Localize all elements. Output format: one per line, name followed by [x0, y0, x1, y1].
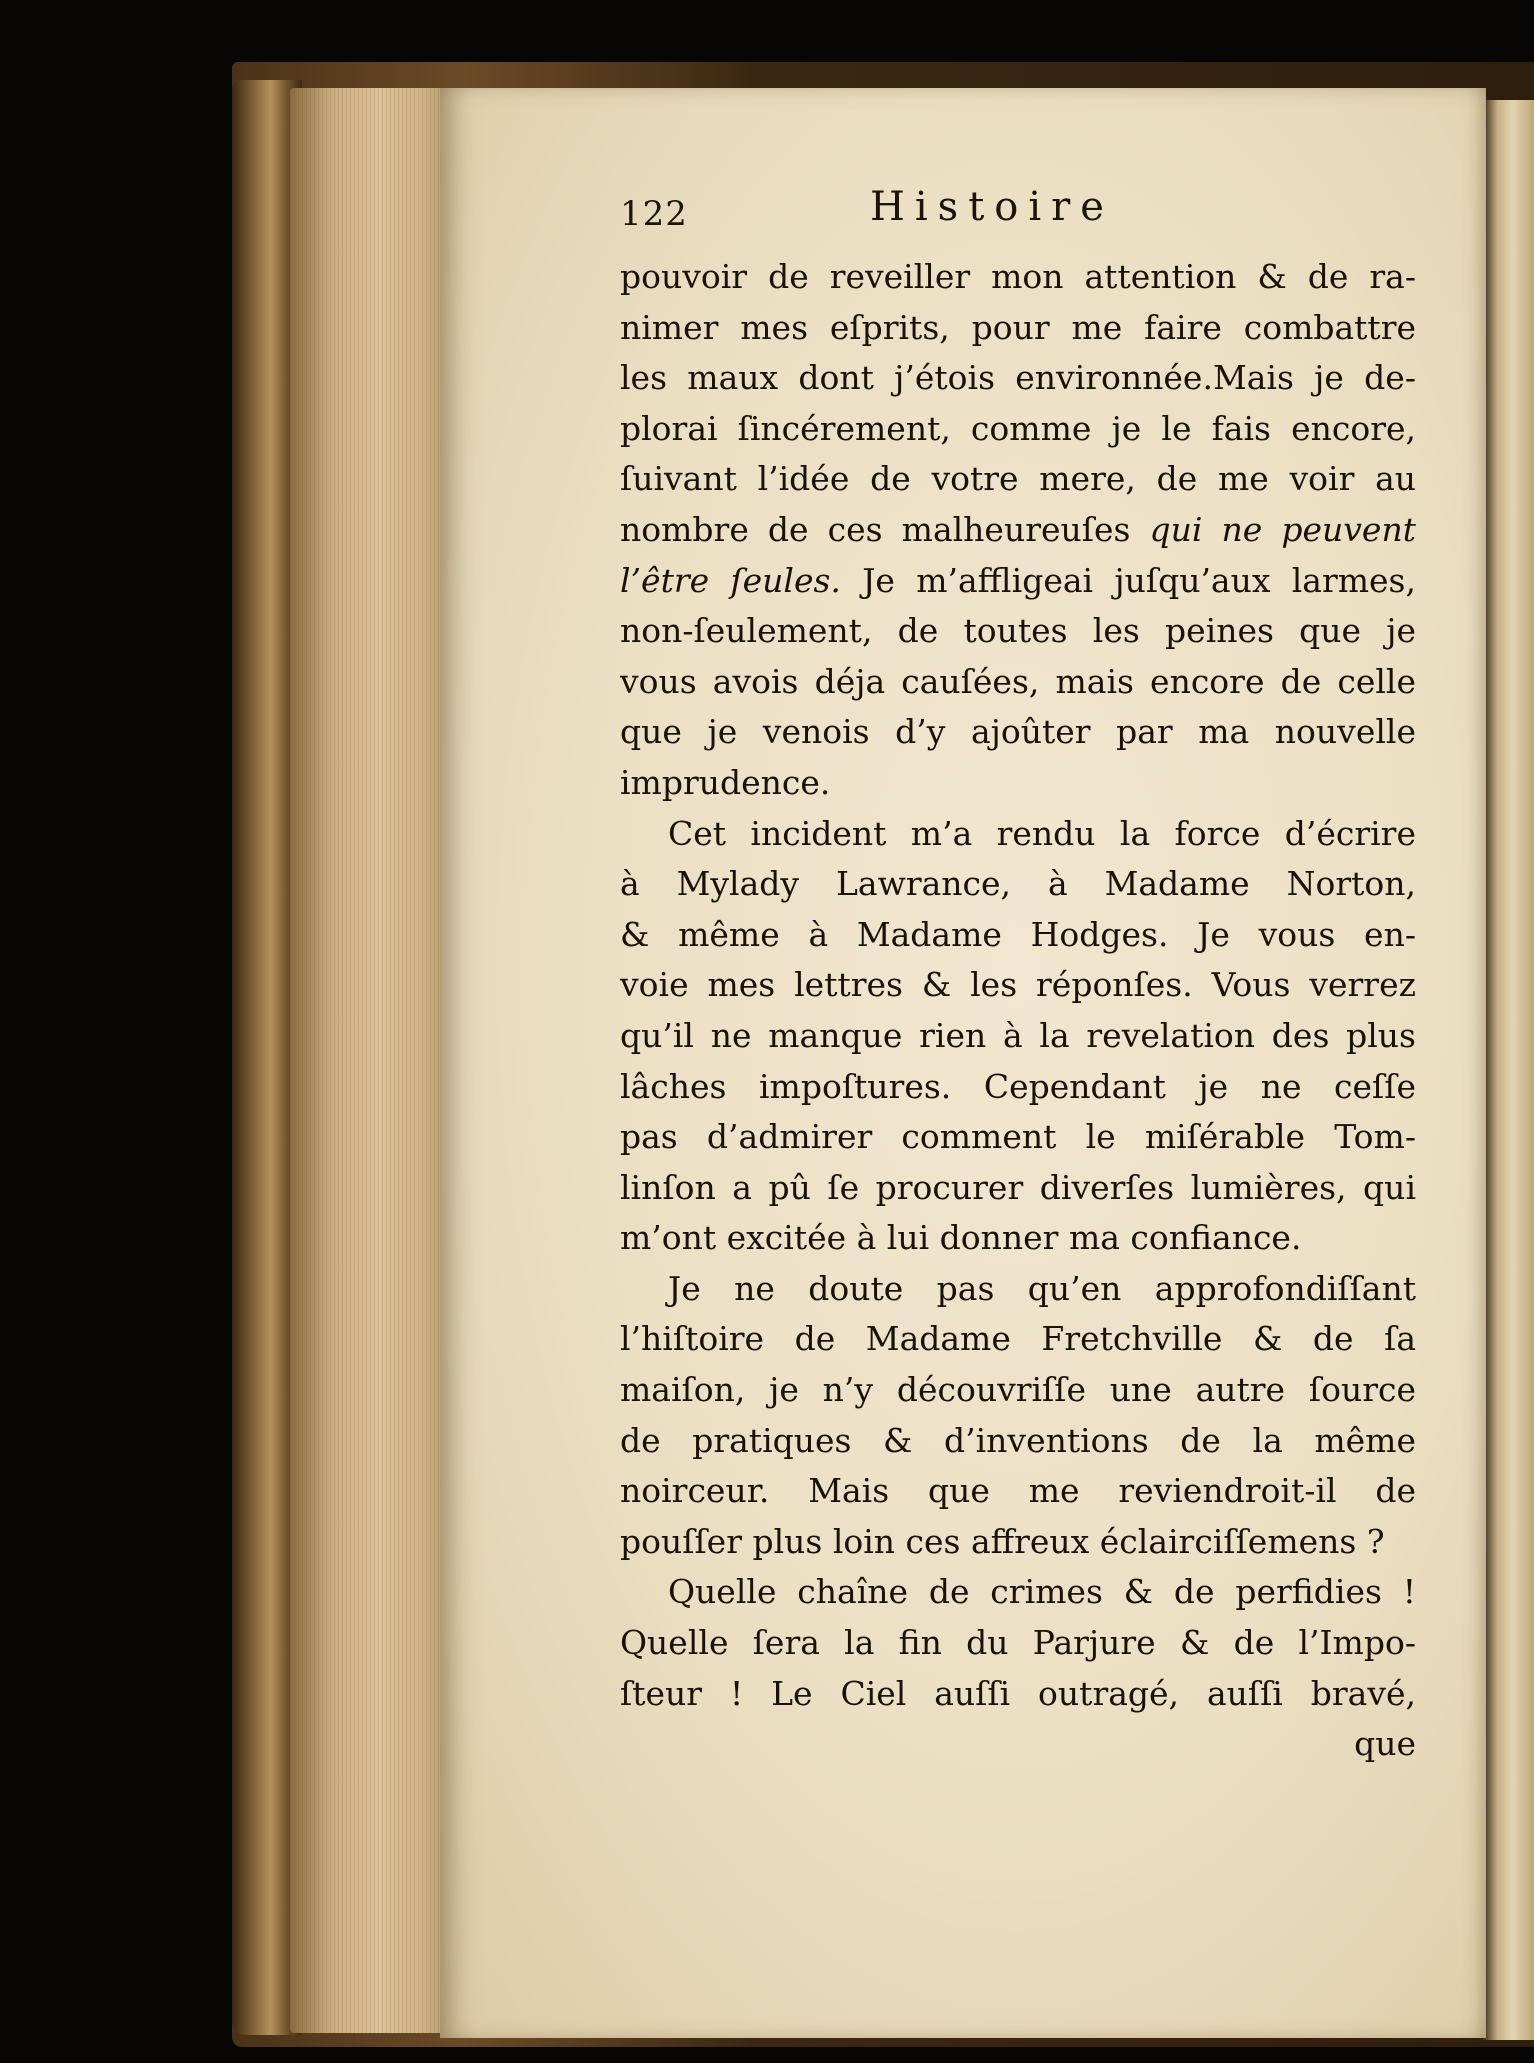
line-text: Cet incident m’a rendu la force d’écrire	[668, 813, 1416, 853]
line-text: non-ſeulement, de toutes les peines que je	[620, 611, 1416, 651]
page-number: 122	[620, 194, 688, 234]
text-line	[620, 1163, 1416, 1214]
text-line	[620, 910, 1416, 961]
text-line	[620, 1517, 1416, 1568]
text-line	[620, 1669, 1416, 1720]
text-line	[620, 758, 1416, 809]
text-line	[620, 353, 1416, 404]
line-text: imprudence.	[620, 762, 831, 802]
italic-text: l’être ſeules.	[620, 560, 841, 600]
text-line	[620, 303, 1416, 354]
text-line	[620, 1416, 1416, 1467]
line-text: pouſſer plus loin ces affreux éclairciſſemens ?	[620, 1521, 1385, 1561]
text-line	[620, 1466, 1416, 1517]
line-text: pouvoir de reveiller mon attention & de ra-	[620, 257, 1416, 296]
line-text: Quelle chaîne de crimes & de perfidies !	[668, 1572, 1416, 1612]
line-text: & même à Madame Hodges. Je vous en-	[620, 914, 1416, 954]
text-line	[620, 1062, 1416, 1113]
line-text: vous avois déja cauſées, mais encore de celle	[620, 661, 1416, 701]
line-text: les maux dont j’étois environnée.Mais je de-	[620, 358, 1416, 398]
text-line	[620, 1365, 1416, 1416]
text-line	[620, 707, 1416, 758]
line-text: ſuivant l’idée de votre mere, de me voir au	[620, 459, 1416, 499]
line-text: linſon a pû ſe procurer diverſes lumières, qui	[620, 1167, 1416, 1207]
running-head	[620, 184, 1416, 244]
text-line	[620, 404, 1416, 455]
header-title: Histoire	[870, 184, 1114, 230]
line-text: Quelle ſera la fin du Parjure & de l’Impo-	[620, 1623, 1416, 1663]
line-text: que je venois d’y ajoûter par ma nouvelle	[620, 712, 1416, 752]
line-text: nimer mes eſprits, pour me faire combattre	[620, 307, 1416, 347]
line-text: l’hiſtoire de Madame Fretchville & de ſa	[620, 1319, 1416, 1359]
text-line	[620, 657, 1416, 708]
text-line	[620, 1112, 1416, 1163]
line-text: ſteur ! Le Ciel auſſi outragé, auſſi bravé,	[620, 1673, 1416, 1713]
line-text: maiſon, je n’y découvriſſe une autre ſource	[620, 1370, 1416, 1410]
line-text: voie mes lettres & les réponſes. Vous verrez	[620, 965, 1416, 1005]
line-text: qu’il ne manque rien à la revelation des plus	[620, 1015, 1416, 1055]
line-text: à Mylady Lawrance, à Madame Norton,	[620, 864, 1416, 904]
line-text: m’ont excitée à lui donner ma confiance.	[620, 1218, 1302, 1258]
facing-page-edge	[1482, 100, 1534, 2040]
line-text: Je ne doute pas qu’en approfondiſſant	[668, 1268, 1416, 1308]
line-text: pas d’admirer comment le miſérable Tom-	[620, 1117, 1416, 1157]
line-text: lâches impoſtures. Cependant je ne ceſſe	[620, 1066, 1416, 1106]
line-text: Je m’affligeai juſqu’aux larmes,	[862, 560, 1416, 600]
text-line	[620, 252, 1416, 303]
body-text	[620, 252, 1416, 1719]
line-text: de pratiques & d’inventions de la même	[620, 1420, 1416, 1460]
text-block	[620, 184, 1416, 1770]
text-line	[620, 505, 1416, 556]
catchword: que	[1354, 1724, 1416, 1764]
text-line	[620, 960, 1416, 1011]
text-line	[620, 1567, 1416, 1618]
text-line	[620, 1011, 1416, 1062]
book-page	[440, 88, 1486, 2038]
text-line	[620, 1213, 1416, 1264]
text-line	[620, 556, 1416, 607]
line-text: nombre de ces malheureuſes	[620, 509, 1131, 549]
text-line	[620, 1618, 1416, 1669]
text-line	[620, 859, 1416, 910]
text-line	[620, 809, 1416, 860]
text-line	[620, 454, 1416, 505]
text-line	[620, 1264, 1416, 1315]
text-line	[620, 606, 1416, 657]
line-text: noirceur. Mais que me reviendroit-il de	[620, 1471, 1416, 1511]
page-edges	[290, 88, 450, 2033]
line-text: plorai ſincérement, comme je le fais encore,	[620, 408, 1416, 448]
italic-text: qui ne peuvent	[1149, 509, 1416, 549]
text-line	[620, 1314, 1416, 1365]
